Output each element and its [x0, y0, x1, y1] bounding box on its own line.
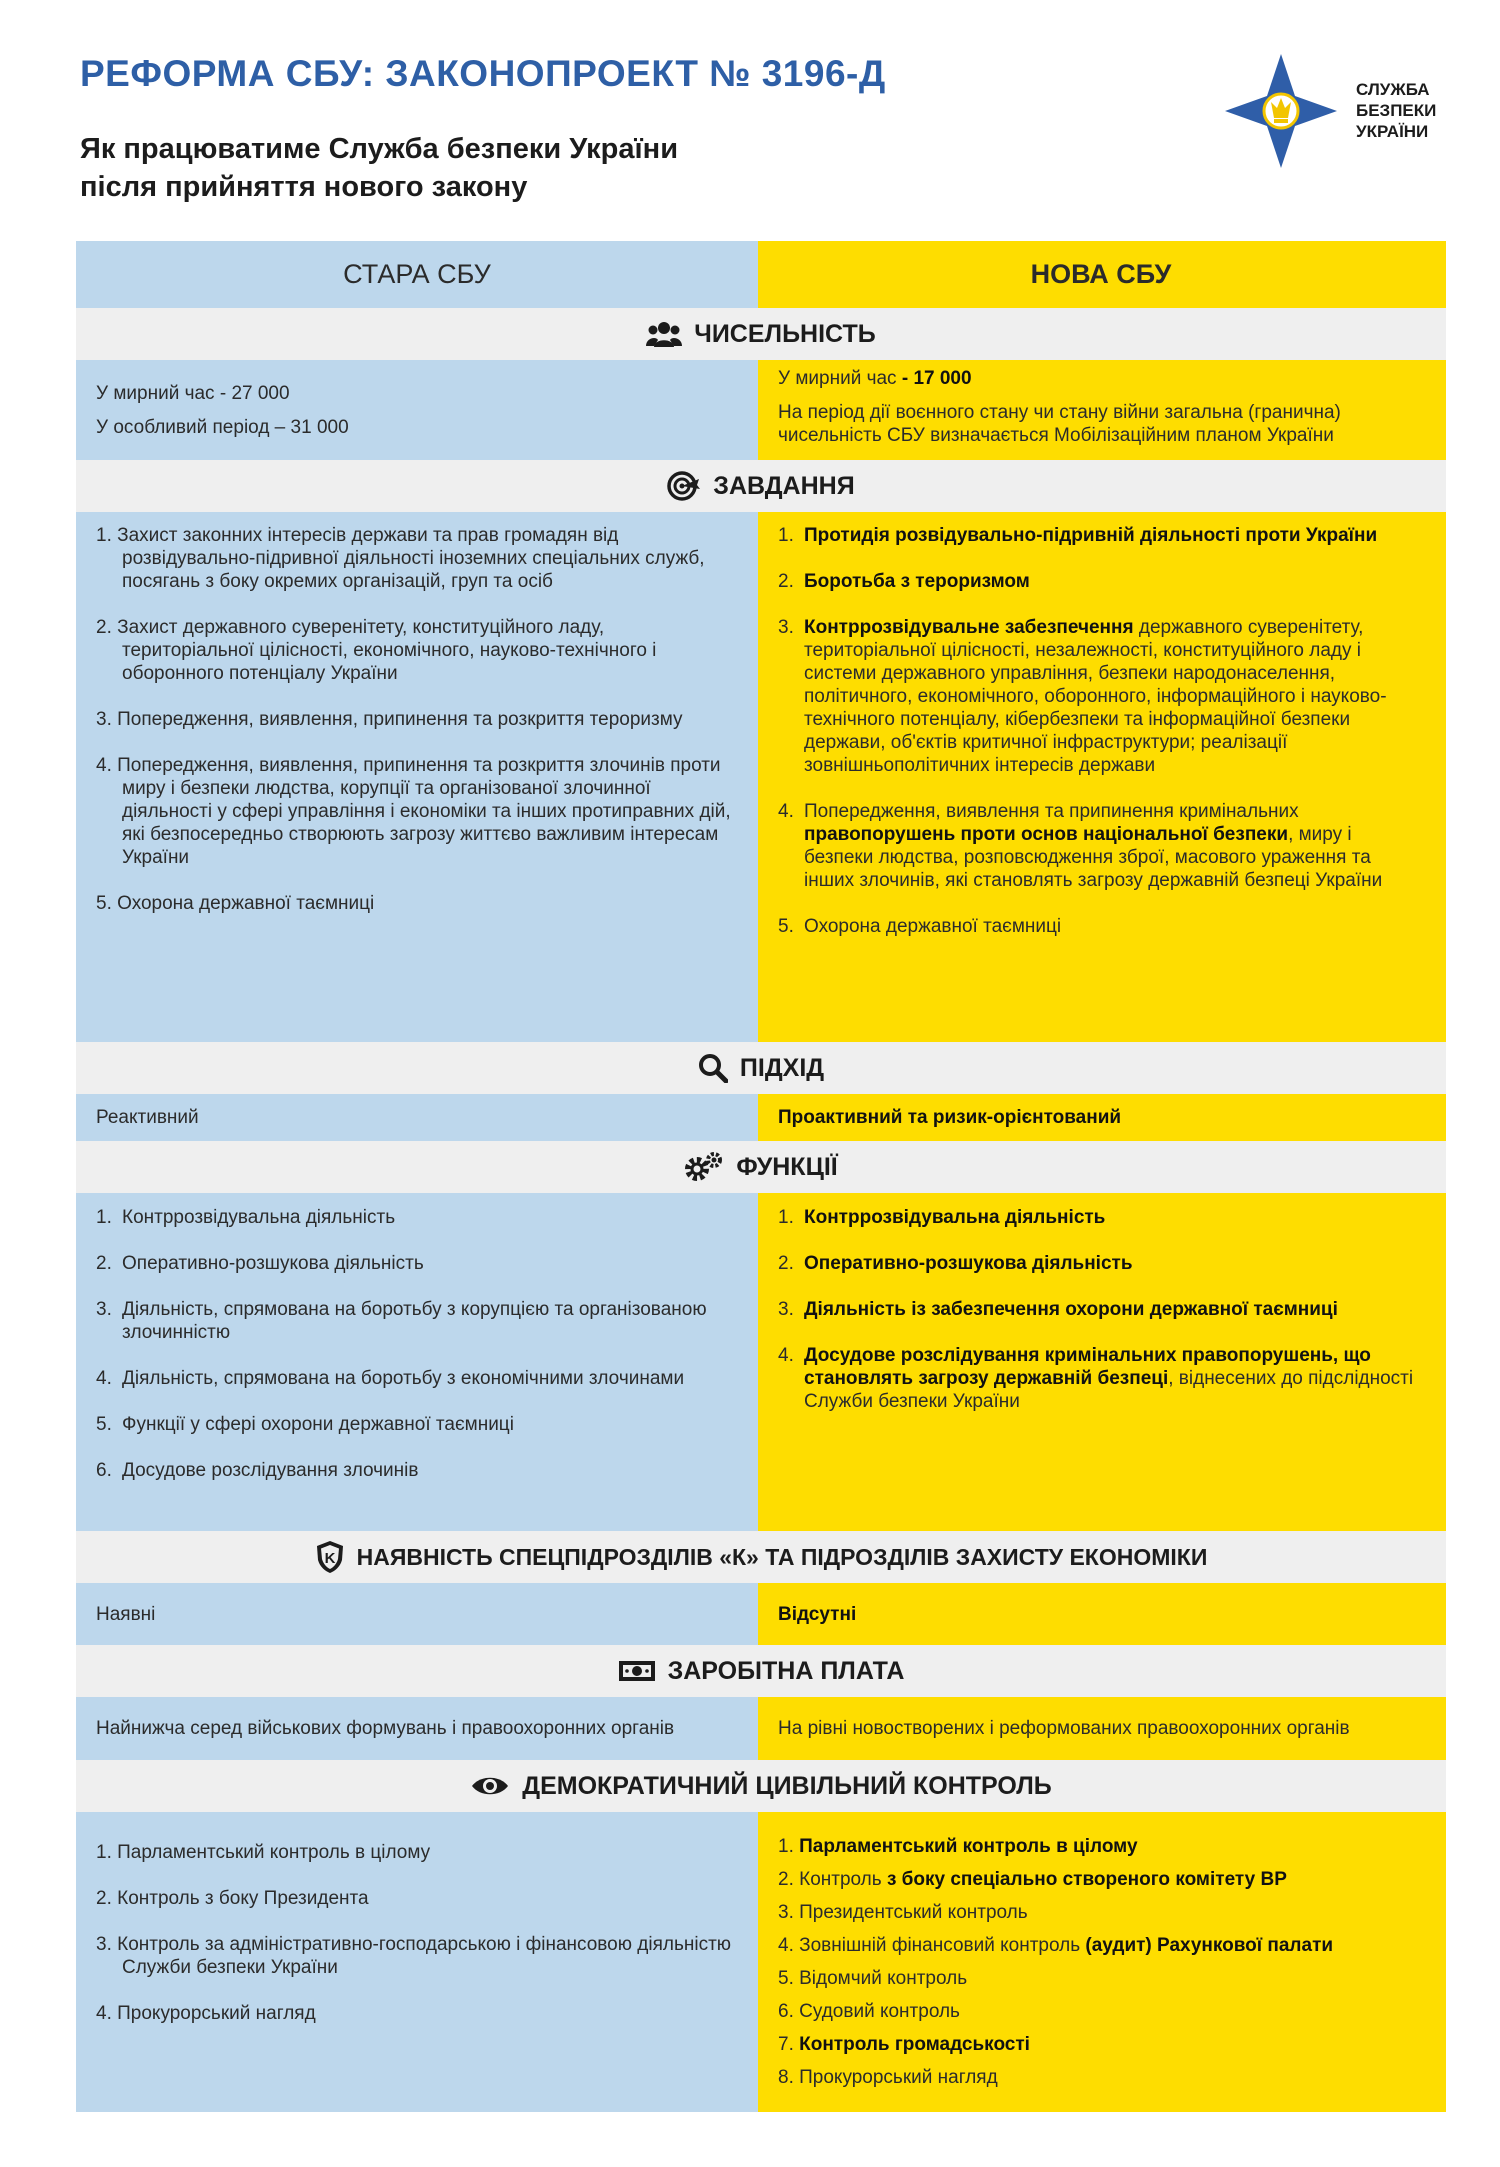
list-item: 4. Зовнішній фінансовий контроль (аудит) Рахункової палати — [778, 1935, 1334, 1956]
list-item: 2. Боротьба з тероризмом — [778, 571, 1030, 592]
section-title: ЗАВДАННЯ — [713, 471, 855, 500]
page-title: РЕФОРМА СБУ: ЗАКОНОПРОЕКТ № 3196-Д — [80, 53, 886, 94]
list-item: 1. Парламентський контроль в цілому — [778, 1836, 1138, 1857]
list-item: 3. Контррозвідувальне забезпечення державного суверенітету, територіальної цілісності, незалежності, конституційного ладу і системи державного управління, безпеки народонаселення, політичного, економічного, оборонного, інформаційного і науково-технічного потенціалу, кібербезпеки та інформаційної безпеки держави, об'єктів критичної інфраструктури; реалізації зовнішньополітичних інтересів держави — [778, 617, 1387, 776]
salary-new: На рівні новостворених і реформованих правоохоронних органів — [758, 1697, 1446, 1760]
section-staff — [76, 308, 1446, 360]
list-item: 2. Захист державного суверенітету, конституційного ладу, територіальної цілісності, економічного, науково-технічного і оборонного потенціалу України — [96, 617, 657, 684]
section-tasks — [76, 460, 1446, 512]
list-item: 3. Попередження, виявлення, припинення та розкриття тероризму — [96, 709, 683, 730]
list-item: 3. Діяльність, спрямована на боротьбу з корупцією та організованою злочинністю — [96, 1299, 707, 1343]
list-item: 4. Діяльність, спрямована на боротьбу з економічними злочинами — [96, 1368, 685, 1389]
salary-old: Найнижча серед військових формувань і правоохоронних органів — [76, 1697, 758, 1760]
list-item: 2. Оперативно-розшукова діяльність — [96, 1253, 424, 1274]
page-subtitle — [80, 130, 1180, 206]
list-item: 5. Охорона державної таємниці — [96, 893, 375, 914]
list-item: 6. Досудове розслідування злочинів — [96, 1460, 419, 1481]
search-icon — [698, 1053, 728, 1083]
list-item: 2. Оперативно-розшукова діяльність — [778, 1253, 1133, 1274]
tasks-row — [76, 512, 1446, 1042]
staff-row — [76, 360, 1446, 460]
section-control — [76, 1760, 1446, 1812]
staff-new — [758, 360, 1446, 460]
list-item: 4. Попередження, виявлення та припинення кримінальних правопорушень проти основ національної безпеки, миру і безпеки людства, розповсюдження зброї, масового ураження та інших злочинів, які становлять загрозу державній безпеці України — [778, 801, 1383, 891]
list-item: 8. Прокурорський нагляд — [778, 2067, 998, 2088]
comparison-table — [76, 241, 1446, 2112]
list-item: 5. Охорона державної таємниці — [778, 916, 1062, 937]
list-item: 4. Досудове розслідування кримінальних правопорушень, що становлять загрозу державній безпеці, віднесених до підслідності Служби безпеки України — [778, 1345, 1414, 1412]
target-icon — [667, 471, 701, 501]
approach-row — [76, 1094, 1446, 1141]
functions-row — [76, 1193, 1446, 1531]
list-item: На період дії воєнного стану чи стану війни загальна (гранична) чисельність СБУ визначається Мобілізаційним планом України — [778, 402, 1341, 446]
approach-new: Проактивний та ризик-орієнтований — [758, 1094, 1446, 1141]
tasks-new — [758, 512, 1446, 1042]
section-title: ПІДХІД — [739, 1053, 825, 1082]
list-item: 1. Контррозвідувальна діяльність — [778, 1207, 1106, 1228]
control-old — [76, 1812, 758, 2112]
svg-text:K: K — [324, 1550, 336, 1567]
units-old: Наявні — [76, 1583, 758, 1645]
functions-new — [758, 1193, 1446, 1531]
section-title: ДЕМОКРАТИЧНИЙ ЦИВІЛЬНИЙ КОНТРОЛЬ — [522, 1771, 1052, 1800]
functions-old — [76, 1193, 758, 1531]
section-units — [76, 1531, 1446, 1583]
section-approach — [76, 1042, 1446, 1094]
list-item: У особливий період – 31 000 — [96, 416, 349, 438]
section-title: ЗАРОБІТНА ПЛАТА — [667, 1656, 905, 1685]
column-headers — [76, 241, 1446, 308]
list-item: 3. Президентський контроль — [778, 1902, 1028, 1923]
list-item: У мирний час - 27 000 — [96, 382, 290, 404]
salary-row — [76, 1697, 1446, 1760]
section-title: ЧИСЕЛЬНІСТЬ — [694, 319, 876, 348]
gears-icon — [684, 1151, 724, 1183]
approach-old: Реактивний — [76, 1094, 758, 1141]
list-item: 1. Контррозвідувальна діяльність — [96, 1207, 396, 1228]
list-item: 2. Контроль з боку Президента — [96, 1888, 369, 1909]
list-item: 3. Діяльність із забезпечення охорони державної таємниці — [778, 1299, 1338, 1320]
users-icon — [646, 320, 682, 348]
section-salary — [76, 1645, 1446, 1697]
section-title: ФУНКЦІЇ — [736, 1152, 838, 1181]
eye-icon — [470, 1774, 510, 1798]
page-header — [80, 52, 1180, 206]
section-functions — [76, 1141, 1446, 1193]
sbu-logo — [1222, 52, 1452, 170]
money-icon — [618, 1659, 656, 1683]
list-item: У мирний час - 17 000 — [778, 368, 972, 389]
units-new: Відсутні — [758, 1583, 1446, 1645]
list-item: 5. Функції у сфері охорони державної таємниці — [96, 1414, 514, 1435]
logo-text: СЛУЖБА БЕЗПЕКИ УКРАЇНИ — [1356, 80, 1437, 141]
subtitle-line-1: Як працюватиме Служба безпеки України — [80, 133, 679, 165]
list-item: 7. Контроль громадськості — [778, 2034, 1030, 2055]
list-item: 1. Протидія розвідувально-підривній діяльності проти України — [778, 525, 1378, 546]
list-item: 3. Контроль за адміністративно-господарською і фінансовою діяльністю Служби безпеки України — [96, 1934, 732, 1978]
tasks-old — [76, 512, 758, 1042]
new-sbu-header: НОВА СБУ — [758, 241, 1446, 308]
list-item: 4. Попередження, виявлення, припинення та розкриття злочинів проти миру і безпеки людства, корупції та організованої злочинної діяльності у сфері управління і економіки та інших протиправних дій, які безпосередньо створюють загрозу життєво важливим інтересам України — [96, 755, 731, 868]
sbu-cross-emblem-icon — [1222, 52, 1340, 170]
list-item: 1. Парламентський контроль в цілому — [96, 1842, 431, 1863]
list-item: 4. Прокурорський нагляд — [96, 2003, 316, 2024]
old-sbu-header: СТАРА СБУ — [76, 241, 758, 308]
list-item: 5. Відомчий контроль — [778, 1968, 968, 1989]
list-item: 6. Судовий контроль — [778, 2001, 960, 2022]
units-row — [76, 1583, 1446, 1645]
section-title: НАЯВНІСТЬ СПЕЦПІДРОЗДІЛІВ «К» ТА ПІДРОЗДІЛІВ ЗАХИСТУ ЕКОНОМІКИ — [356, 1543, 1208, 1570]
control-new — [758, 1812, 1446, 2112]
subtitle-line-2: після прийняття нового закону — [80, 171, 528, 203]
list-item: 1. Захист законних інтересів держави та прав громадян від розвідувально-підривної діяльності іноземних спеціальних служб, посягань з боку окремих організацій, груп та осіб — [96, 525, 705, 592]
staff-old — [76, 360, 758, 460]
control-row — [76, 1812, 1446, 2112]
k-shield-icon — [315, 1540, 345, 1574]
list-item: 2. Контроль з боку спеціально створеного комітету ВР — [778, 1869, 1287, 1890]
